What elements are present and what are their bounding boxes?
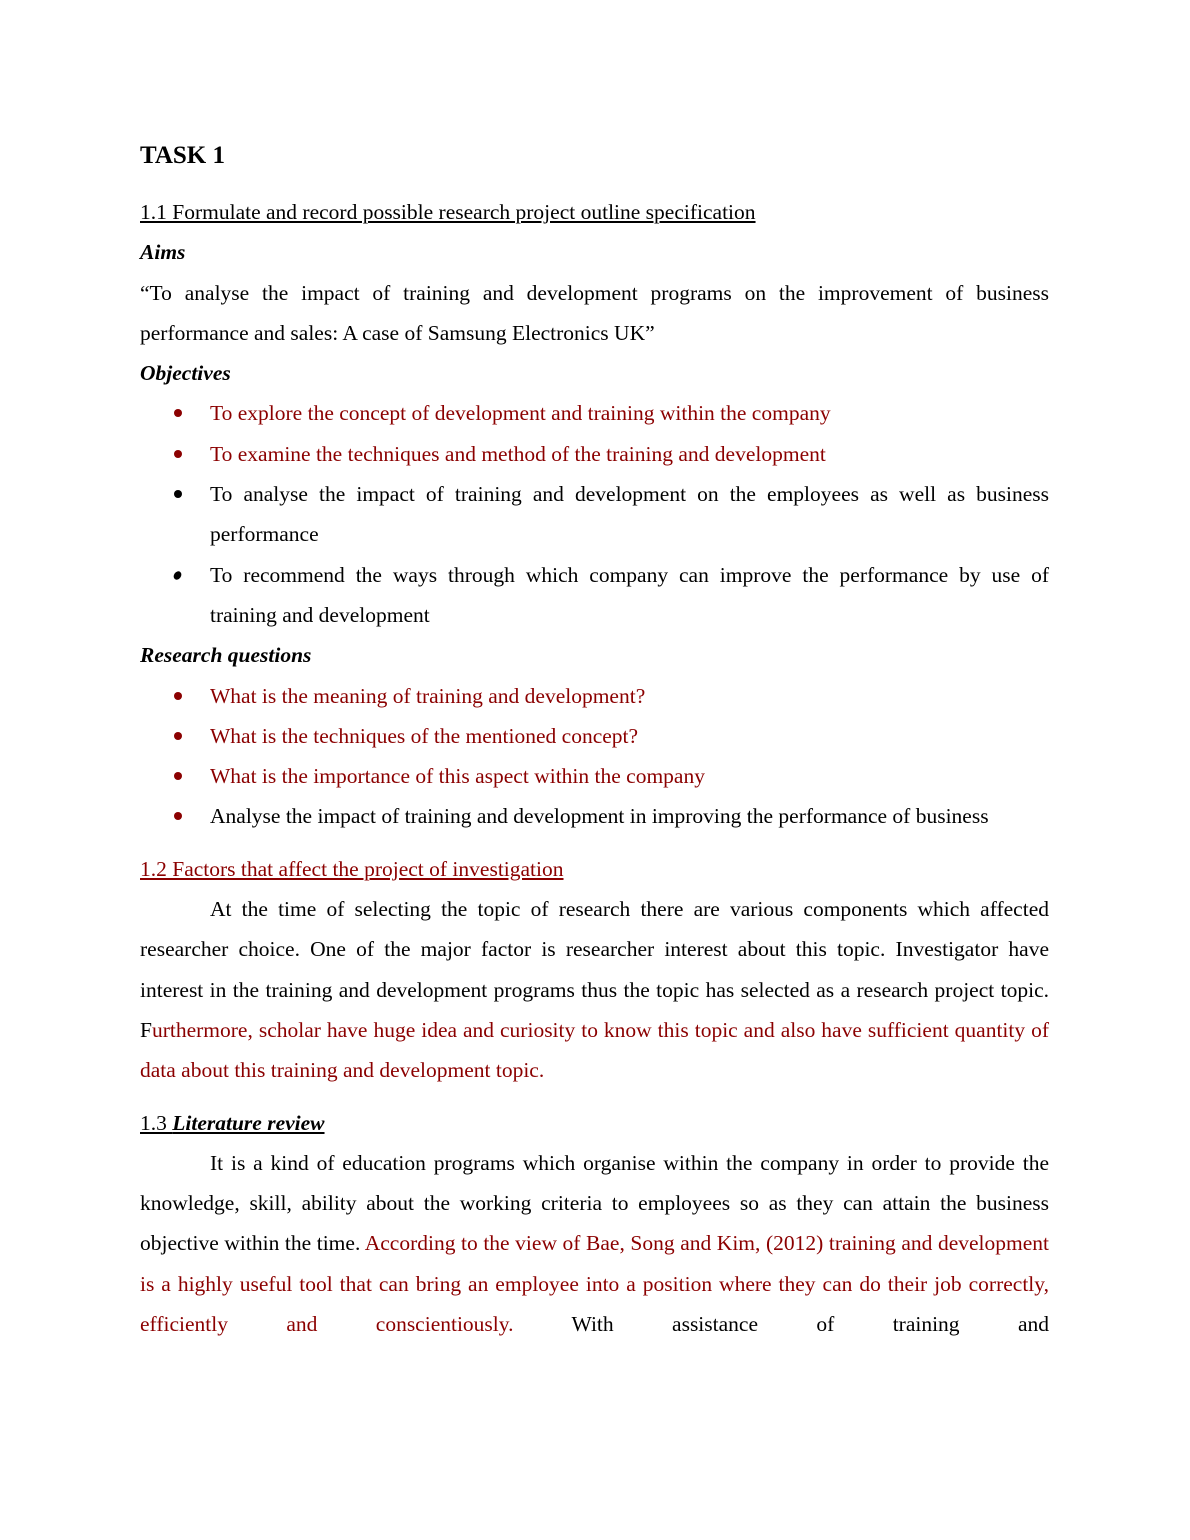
research-question-text: What is the importance of this aspect within the company	[210, 764, 705, 789]
section-1-3-title: Literature review	[172, 1110, 325, 1135]
bullet-icon	[172, 569, 183, 580]
research-question-item	[140, 716, 1049, 756]
objective-item	[140, 555, 1049, 636]
bullet-icon	[174, 409, 182, 417]
bullet-icon	[174, 812, 182, 820]
bullet-icon	[174, 772, 182, 780]
research-question-item	[140, 796, 1049, 836]
section-1-3-text-continued: With assistance of training and	[513, 1312, 1049, 1337]
section-1-2-paragraph	[140, 889, 1049, 1090]
research-question-text: Analyse the impact of training and development in improving the performance of business	[210, 804, 989, 829]
objective-text: To explore the concept of development and training within the company	[210, 401, 831, 426]
section-1-2-text: At the time of selecting the topic of research there are various components which affected researcher choice. One of the major factor is researcher interest about this topic. Investigator have interest in the training and development programs thus the topic has selected as a research project topic. F	[140, 897, 1049, 1042]
aims-text: “To analyse the impact of training and development programs on the improvement of business performance and sales: A case of Samsung Electronics UK”	[140, 280, 1049, 345]
research-questions-list	[140, 676, 1049, 837]
section-1-1-heading: 1.1 Formulate and record possible research project outline specification	[140, 200, 756, 224]
research-questions-label: Research questions	[140, 643, 312, 668]
section-1-3-text: It is a kind of education programs which organise within the company in order to provide the knowledge, skill, ability about the working criteria to employees so as they can attain the business objective within the time.	[140, 1150, 1049, 1256]
research-question-text: What is the techniques of the mentioned concept?	[210, 723, 639, 748]
section-1-2-heading: 1.2 Factors that affect the project of investigation	[140, 856, 564, 881]
task-title: TASK 1	[140, 142, 225, 169]
section-1-3-heading	[140, 1103, 1049, 1143]
objectives-list	[140, 393, 1049, 635]
objective-text: To examine the techniques and method of the training and development	[210, 441, 826, 466]
research-question-item	[140, 676, 1049, 716]
aims-label: Aims	[140, 240, 186, 265]
bullet-icon	[174, 692, 182, 700]
objective-text: To recommend the ways through which company can improve the performance by use of training and development	[210, 562, 1049, 627]
objective-item	[140, 393, 1049, 433]
document-page	[140, 138, 1049, 1344]
research-question-text: What is the meaning of training and development?	[210, 683, 646, 708]
section-1-2-highlight: urthermore, scholar have huge idea and curiosity to know this topic and also have sufficient quantity of data about this training and development topic.	[140, 1017, 1049, 1083]
objective-item	[140, 474, 1049, 555]
bullet-icon	[174, 450, 182, 458]
objective-text: To analyse the impact of training and development on the employees as well as business performance	[210, 482, 1049, 547]
section-1-3-paragraph	[140, 1143, 1049, 1344]
bullet-icon	[174, 490, 182, 498]
section-1-3-highlight: According to the view of Bae, Song and Kim, (2012) training and development is a highly useful tool that can bring an employee into a position where they can do their job correctly, efficiently and conscientiously.	[140, 1231, 1049, 1337]
bullet-icon	[174, 732, 182, 740]
objective-item	[140, 434, 1049, 474]
section-1-3-number: 1.3	[140, 1110, 173, 1135]
research-question-item	[140, 756, 1049, 796]
objectives-label: Objectives	[140, 361, 231, 386]
